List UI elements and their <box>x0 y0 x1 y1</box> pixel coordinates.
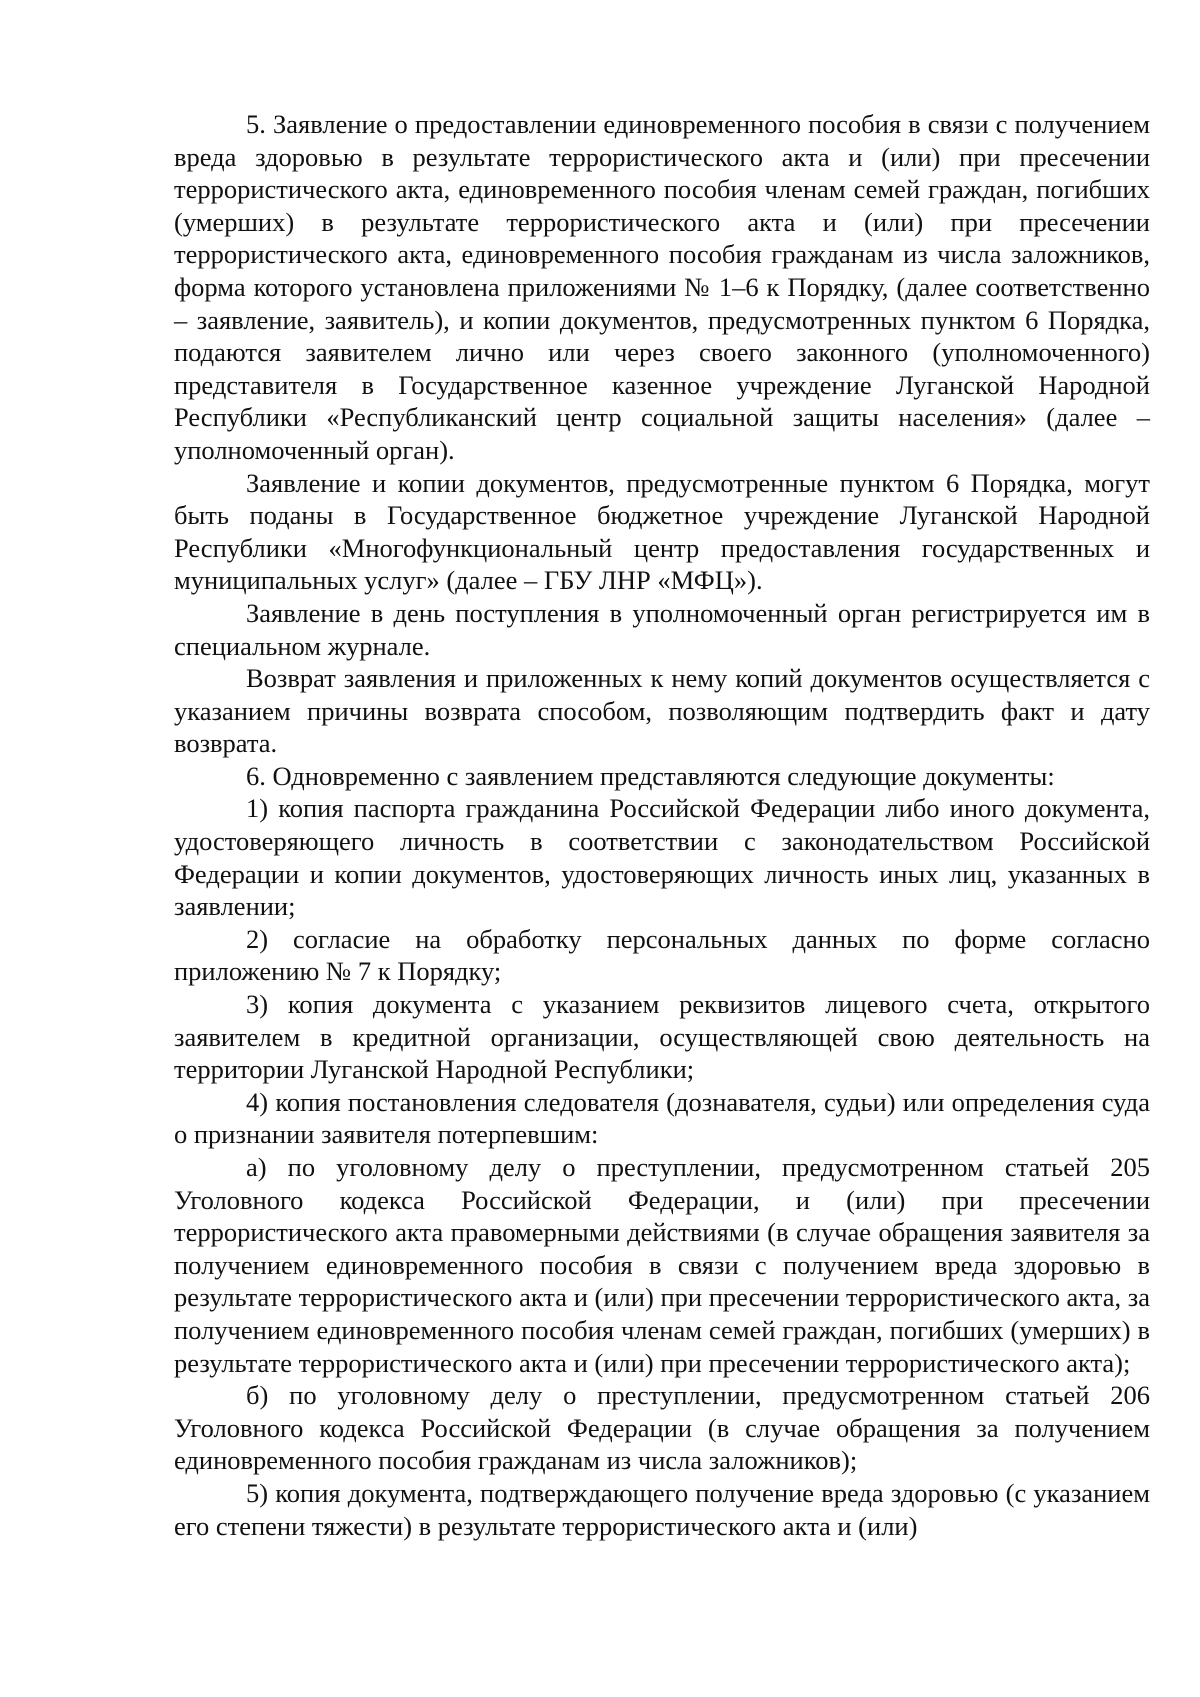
sub-item-a-article-205: а) по уголовному делу о преступлении, предусмотренном статьей 205 Уголовного кодекса Российской Федерации, и (или) при пресечении террористического акта правомерными действиями (в случае обращения заявителя за получением единовременного пособия в связи с получением вреда здоровью в результате террористического акта и (или) при пресечении террористического акта, за получением единовременного пособия членам семей граждан, погибших (умерших) в результате террористического акта и (или) при пресечении террористического акта); <box>174 1152 1150 1378</box>
sub-item-b-article-206: б) по уголовному делу о преступлении, предусмотренном статьей 206 Уголовного кодекса Российской Федерации (в случае обращения за получением единовременного пособия гражданам из числа заложников); <box>174 1380 1150 1476</box>
list-item-3-account: 3) копия документа с указанием реквизитов лицевого счета, открытого заявителем в кредитной организации, осуществляющей свою деятельность на территории Луганской Народной Республики; <box>174 989 1150 1085</box>
list-item-5-health-harm: 5) копия документа, подтверждающего получение вреда здоровью (с указанием его степени тяжести) в результате террористического акта и (или) <box>174 1477 1150 1541</box>
paragraph-5-application: 5. Заявление о предоставлении единовременного пособия в связи с получением вреда здоровью в результате террористического акта и (или) при пресечении террористического акта, единовременного пособия членам семей граждан, погибших (умерших) в результате террористического акта и (или) при пресечении террористического акта, единовременного пособия гражданам из числа заложников, форма которого установлена приложениями № 1–6 к Порядку, (далее соответственно – заявление, заявитель), и копии документов, предусмотренных пунктом 6 Порядка, подаются заявителем лично или через своего законного (уполномоченного) представителя в Государственное казенное учреждение Луганской Народной Республики «Республиканский центр социальной защиты населения» (далее – уполномоченный орган). <box>174 109 1150 465</box>
list-item-1-passport: 1) копия паспорта гражданина Российской Федерации либо иного документа, удостоверяющего личность в соответствии с законодательством Российской Федерации и копии документов, удостоверяющих личность иных лиц, указанных в заявлении; <box>174 793 1150 922</box>
paragraph-6-documents: 6. Одновременно с заявлением представляются следующие документы: <box>246 760 1055 791</box>
paragraph-registration: Заявление в день поступления в уполномоченный орган регистрируется им в специальном журнале. <box>174 597 1150 661</box>
paragraph-mfc-submission: Заявление и копии документов, предусмотренные пунктом 6 Порядка, могут быть поданы в Государственное бюджетное учреждение Луганской Народной Республики «Многофункциональный центр предоставления государственных и муниципальных услуг» (далее – ГБУ ЛНР «МФЦ»). <box>174 467 1150 596</box>
document-page <box>174 108 1150 1542</box>
list-item-4-resolution: 4) копия постановления следователя (дознавателя, судьи) или определения суда о признании заявителя потерпевшим: <box>174 1086 1150 1150</box>
list-item-2-consent: 2) согласие на обработку персональных данных по форме согласно приложению № 7 к Порядку; <box>174 923 1150 987</box>
paragraph-return: Возврат заявления и приложенных к нему копий документов осуществляется с указанием причины возврата способом, позволяющим подтвердить факт и дату возврата. <box>174 663 1150 759</box>
